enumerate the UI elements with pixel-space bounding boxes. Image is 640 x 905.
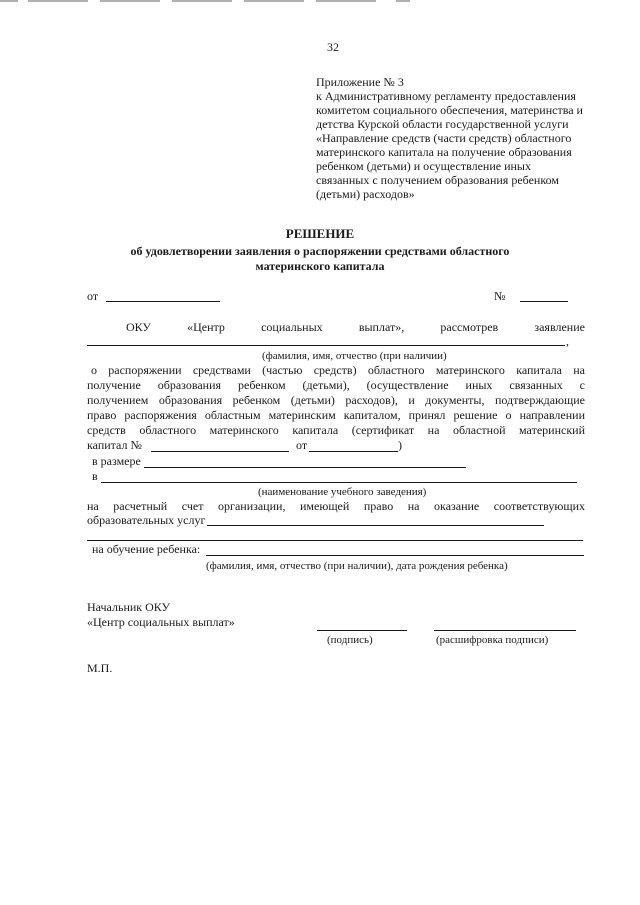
- close-paren: ): [398, 438, 402, 452]
- amount-field-line: [144, 467, 466, 468]
- appendix-line: материнского капитала на получение образования: [316, 145, 572, 159]
- from-label: от: [87, 289, 99, 303]
- applicant-field-line: [87, 345, 565, 346]
- scan-mark: [172, 0, 232, 2]
- intro-word: «Центр: [187, 320, 225, 334]
- body-line: право распоряжения областным материнским капиталом, принял решение о направлении: [87, 408, 585, 422]
- services-field-line: [207, 525, 544, 526]
- appendix-line: ребенком (детьми) и осуществление иных: [316, 159, 531, 173]
- intro-word: социальных: [261, 320, 323, 334]
- number-label: №: [494, 289, 506, 303]
- institution-field-line: [101, 482, 577, 483]
- intro-word: рассмотрев: [440, 320, 499, 334]
- scan-mark: [244, 0, 304, 2]
- page-number: 32: [327, 40, 339, 54]
- scan-mark: [316, 0, 376, 2]
- child-label: на обучение ребенка:: [92, 542, 201, 556]
- from-label: от: [296, 438, 308, 452]
- head-org: «Центр социальных выплат»: [87, 615, 235, 629]
- appendix-line: связанных с получением образования ребенком: [316, 173, 559, 187]
- signature-line: [317, 630, 407, 631]
- appendix-line: (детьми) расходов»: [316, 187, 415, 201]
- caption-institution: (наименование учебного заведения): [258, 486, 427, 498]
- child-field-line: [206, 555, 584, 556]
- scan-mark: [28, 0, 88, 2]
- intro-word: заявление: [534, 320, 585, 334]
- document-title: РЕШЕНИЕ: [285, 226, 355, 241]
- scan-mark: [0, 0, 18, 2]
- body-line: получением образования ребенком (детьми) расходов), и документы, подтверждающие: [87, 393, 585, 407]
- signature-decode-line: [434, 630, 576, 631]
- in-label: в: [92, 469, 98, 483]
- account-line: на расчетный счет организации, имеющей право на оказание соответствующих: [87, 499, 585, 513]
- blank-field-line: [87, 540, 583, 541]
- scan-mark: [396, 0, 410, 2]
- number-field-line: [520, 301, 568, 302]
- body-line: получение образования ребенком (детьми), (осуществление иных связанных с: [87, 378, 585, 392]
- document-subtitle: материнского капитала: [255, 259, 385, 273]
- appendix-line: детства Курской области государственной услуги: [316, 117, 569, 131]
- caption-fio: (фамилия, имя, отчество (при наличии): [262, 350, 447, 362]
- head-title: Начальник ОКУ: [87, 600, 171, 614]
- appendix-title: Приложение № 3: [316, 75, 404, 89]
- stamp-label: М.П.: [87, 661, 113, 675]
- intro-word: ОКУ: [126, 320, 151, 334]
- certificate-number-line: [151, 451, 289, 452]
- caption-child: (фамилия, имя, отчество (при наличии), дата рождения ребенка): [206, 560, 508, 572]
- sign-caption: (подпись): [327, 634, 373, 646]
- appendix-line: комитетом социального обеспечения, материнства и: [316, 103, 583, 117]
- body-line: о распоряжении средствами (частью средств) областного материнского капитала на: [91, 363, 585, 377]
- body-line: средств областного материнского капитала (сертификат на областной материнский: [87, 423, 585, 437]
- amount-label: в размере: [92, 454, 141, 468]
- intro-word: выплат»,: [358, 320, 405, 334]
- decode-caption: (расшифровка подписи): [436, 634, 549, 646]
- document-subtitle: об удовлетворении заявления о распоряжении средствами областного: [130, 244, 510, 258]
- capital-label: капитал №: [87, 438, 142, 452]
- services-label: образовательных услуг: [87, 513, 206, 527]
- certificate-date-line: [309, 451, 398, 452]
- comma: ,: [566, 334, 569, 348]
- intro-line: [126, 320, 585, 335]
- date-field-line: [106, 301, 220, 302]
- appendix-line: «Направление средств (части средств) областного: [316, 131, 572, 145]
- appendix-line: к Административному регламенту предоставления: [316, 89, 576, 103]
- scan-mark: [100, 0, 160, 2]
